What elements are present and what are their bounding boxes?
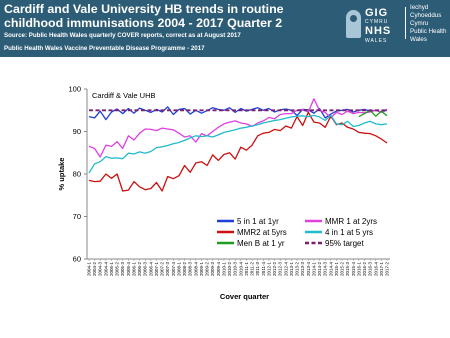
x-tick-label: 2010-4 <box>238 262 244 277</box>
x-tick-label: 2015-3 <box>345 262 351 277</box>
y-tick-label: 90 <box>72 127 81 137</box>
x-tick-label: 2013-3 <box>300 262 306 277</box>
x-tick-label: 2007-2 <box>159 262 165 277</box>
x-tick-label: 2006-4 <box>148 262 154 277</box>
logo-line-3: Public Health <box>410 28 447 35</box>
x-tick-label: 2011-2 <box>249 262 255 276</box>
chart-series <box>89 99 387 191</box>
logo-line-4: Wales <box>410 36 427 43</box>
x-tick-label: 2008-4 <box>193 262 199 277</box>
x-tick-label: 2005-4 <box>125 262 131 277</box>
nhs-wales-logo <box>344 3 448 47</box>
logo-gig-text: GIG <box>365 7 389 19</box>
legend-label: 5 in 1 at 1yr <box>237 217 279 226</box>
x-tick-label: 2013-2 <box>294 262 300 277</box>
x-tick-label: 2017-2 <box>384 262 390 277</box>
x-tick-label: 2011-1 <box>243 262 249 276</box>
x-tick-label: 2017-1 <box>378 262 384 277</box>
x-tick-label: 2014-4 <box>328 262 334 277</box>
legend-label: MMR 1 at 2yrs <box>325 217 378 226</box>
x-tick-label: 2014-1 <box>311 262 317 277</box>
uptake-line-chart <box>0 57 450 338</box>
x-tick-label: 2015-1 <box>333 262 339 277</box>
programme-note: Public Health Wales Vaccine Preventable Disease Programme - 2017 <box>4 45 205 52</box>
x-tick-label: 2012-2 <box>272 262 278 277</box>
chart-legend <box>217 217 377 248</box>
logo-line-2: Cymru <box>410 20 429 27</box>
source-note: Source: Public Health Wales quarterly COVER reports, correct as at August 2017 <box>4 32 241 39</box>
x-tick-label: 2012-3 <box>277 262 283 277</box>
x-tick-label: 2014-2 <box>317 262 323 277</box>
y-axis-title: % uptake <box>57 157 66 191</box>
logo-organisation-name <box>410 4 448 44</box>
x-tick-label: 2008-3 <box>187 262 193 277</box>
legend-label: Men B at 1 yr <box>237 239 285 248</box>
x-tick-label: 2004-3 <box>97 262 103 277</box>
x-tick-label: 2006-3 <box>142 262 148 277</box>
x-axis-title: Cover quarter <box>219 292 270 301</box>
x-tick-label: 2015-2 <box>339 262 345 277</box>
series-line-4-in-1-at-5-yrs <box>89 115 387 173</box>
y-tick-label: 60 <box>72 254 81 264</box>
x-tick-label: 2004-4 <box>103 262 109 277</box>
x-tick-label: 2008-1 <box>176 262 182 277</box>
x-tick-label: 2004-2 <box>92 262 98 277</box>
logo-nhs-text: NHS <box>365 25 392 37</box>
x-tick-label: 2009-3 <box>210 262 216 277</box>
x-tick-label: 2013-4 <box>305 262 311 277</box>
x-tick-label: 2010-3 <box>232 262 238 277</box>
y-tick-label: 100 <box>68 84 81 94</box>
y-tick-label: 80 <box>72 169 81 179</box>
logo-cymru-text: CYMRU <box>365 19 389 25</box>
x-tick-label: 2011-4 <box>260 262 266 276</box>
chart-title: Cardiff & Vale UHB <box>92 91 156 100</box>
x-tick-label: 2016-2 <box>362 262 368 277</box>
x-tick-label: 2005-1 <box>108 262 114 277</box>
x-tick-label: 2005-2 <box>114 262 120 277</box>
logo-wales-text: WALES <box>365 38 388 44</box>
x-tick-label: 2010-2 <box>227 262 233 277</box>
logo-line-1: Iechyd Cyhoeddus <box>410 4 442 19</box>
x-tick-label: 2016-4 <box>373 262 379 277</box>
x-tick-label: 2005-3 <box>120 262 126 277</box>
x-tick-label: 2012-4 <box>283 262 289 277</box>
dragon-shield-icon <box>346 10 361 38</box>
x-tick-label: 2004-1 <box>86 262 92 277</box>
x-tick-label: 2006-2 <box>137 262 143 277</box>
x-tick-label: 2007-3 <box>165 262 171 277</box>
x-tick-label: 2009-2 <box>204 262 210 277</box>
x-tick-label: 2016-1 <box>356 262 362 277</box>
x-tick-label: 2010-1 <box>221 262 227 277</box>
x-tick-label: 2009-1 <box>198 262 204 277</box>
x-tick-label: 2007-1 <box>153 262 159 277</box>
x-tick-label: 2007-4 <box>170 262 176 277</box>
x-tick-label: 2012-1 <box>266 262 272 277</box>
legend-label: 4 in 1 at 5 yrs <box>325 228 374 237</box>
x-tick-label: 2009-4 <box>215 262 221 277</box>
x-tick-label: 2011-3 <box>255 262 261 276</box>
x-tick-label: 2013-1 <box>288 262 294 277</box>
page-title: Cardiff and Vale University HB trends in routine childhood immunisations 2004 - 2017 Quarter 2 <box>4 2 284 30</box>
x-tick-label: 2014-3 <box>322 262 328 277</box>
x-tick-label: 2006-1 <box>131 262 137 277</box>
x-tick-label: 2016-3 <box>367 262 373 277</box>
legend-label: MMR2 at 5yrs <box>237 228 287 237</box>
series-line-mmr-1-at-2yrs <box>89 99 387 157</box>
series-line-5-in-1-at-1yr <box>89 107 387 120</box>
legend-label: 95% target <box>325 239 364 248</box>
logo-divider <box>405 7 406 39</box>
header-banner <box>0 0 450 57</box>
y-tick-label: 70 <box>72 212 81 222</box>
x-tick-label: 2008-2 <box>182 262 188 277</box>
x-tick-label: 2015-4 <box>350 262 356 277</box>
